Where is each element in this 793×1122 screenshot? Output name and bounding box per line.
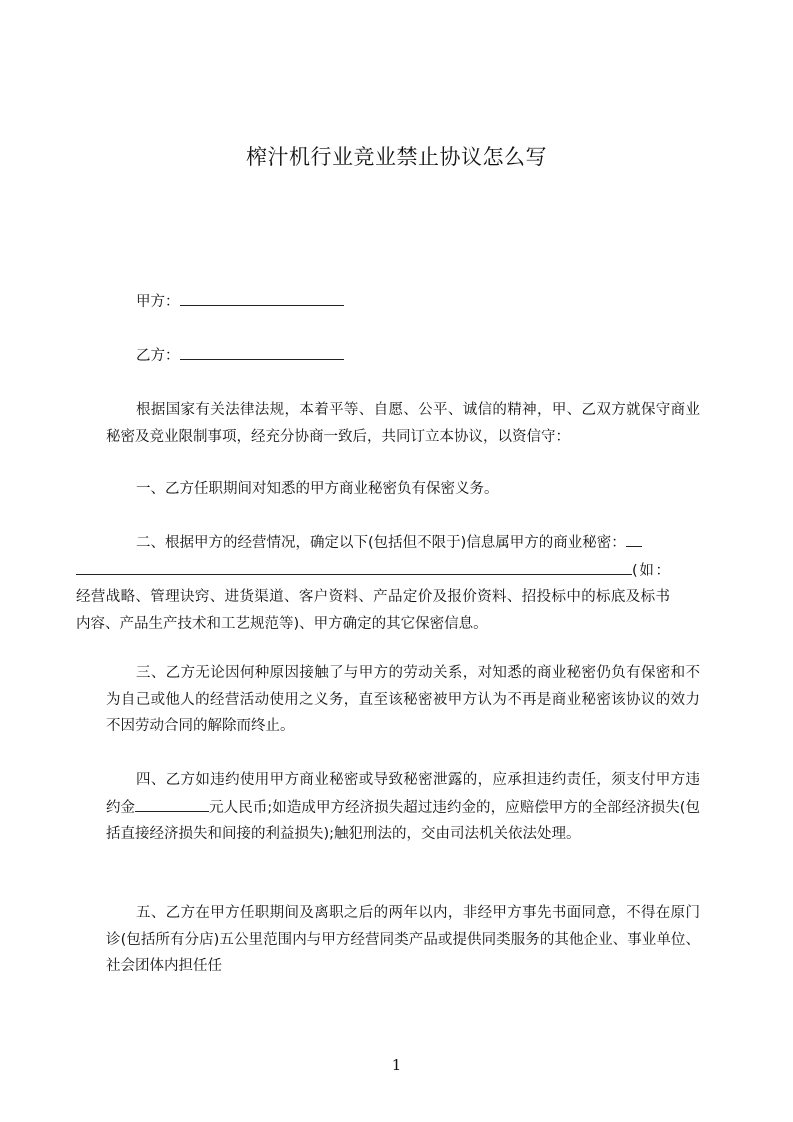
clause-4-fee-blank <box>135 794 209 812</box>
clause-2 <box>76 529 700 637</box>
clause-2-rest: (如：经营战略、管理诀窍、进货渠道、客户资料、产品定价及报价资料、招投标中的标底及标书内容、产品生产技术和工艺规范等)、甲方确定的其它保密信息。 <box>76 562 670 632</box>
party-a-line <box>136 288 344 314</box>
clause-4 <box>106 767 700 848</box>
clause-5: 五、乙方在甲方任职期间及离职之后的两年以内，非经甲方事先书面同意，不得在原门诊(包括所有分店)五公里范围内与甲方经营同类产品或提供同类服务的其他企业、事业单位、社会团体内担任任 <box>106 905 700 974</box>
party-a-label: 甲方： <box>136 294 180 310</box>
clause-1: 一、乙方任职期间对知悉的甲方商业秘密负有保密义务。 <box>136 481 499 497</box>
party-b-line <box>136 342 344 368</box>
clause-2-continuation <box>76 557 670 638</box>
clause-2-lead: 二、根据甲方的经营情况，确定以下(包括但不限于)信息属甲方的商业秘密： <box>136 535 626 551</box>
page-number: 1 <box>391 1056 402 1074</box>
intro-paragraph: 根据国家有关法律法规，本着平等、自愿、公平、诚信的精神，甲、乙双方就保守商业秘密及竞业限制事项，经充分协商一致后，共同订立本协议，以资信守： <box>106 402 700 445</box>
document-title: 榨汁机行业竞业禁止协议怎么写 <box>246 145 547 169</box>
party-b-label: 乙方： <box>136 348 180 364</box>
clause-4-lead: 四、乙方如违约使用甲方商业秘密或导致秘密泄露的，应承担违约责任，须支付甲方违约金 <box>106 772 700 816</box>
clause-3: 三、乙方无论因何种原因接触了与甲方的劳动关系，对知悉的商业秘密仍负有保密和不为自己或他人的经营活动使用之义务，直至该秘密被甲方认为不再是商业秘密该协议的效力不因劳动合同的解除而终止。 <box>106 665 700 734</box>
clause-2-blank-line <box>76 557 632 575</box>
party-a-blank <box>180 288 344 306</box>
party-b-blank <box>180 342 344 360</box>
clause-2-blank-start <box>626 529 642 547</box>
clause-4-rest: 元人民币;如造成甲方经济损失超过违约金的，应赔偿甲方的全部经济损失(包括直接经济损失和间接的利益损失);触犯刑法的，交由司法机关依法处理。 <box>106 799 700 842</box>
